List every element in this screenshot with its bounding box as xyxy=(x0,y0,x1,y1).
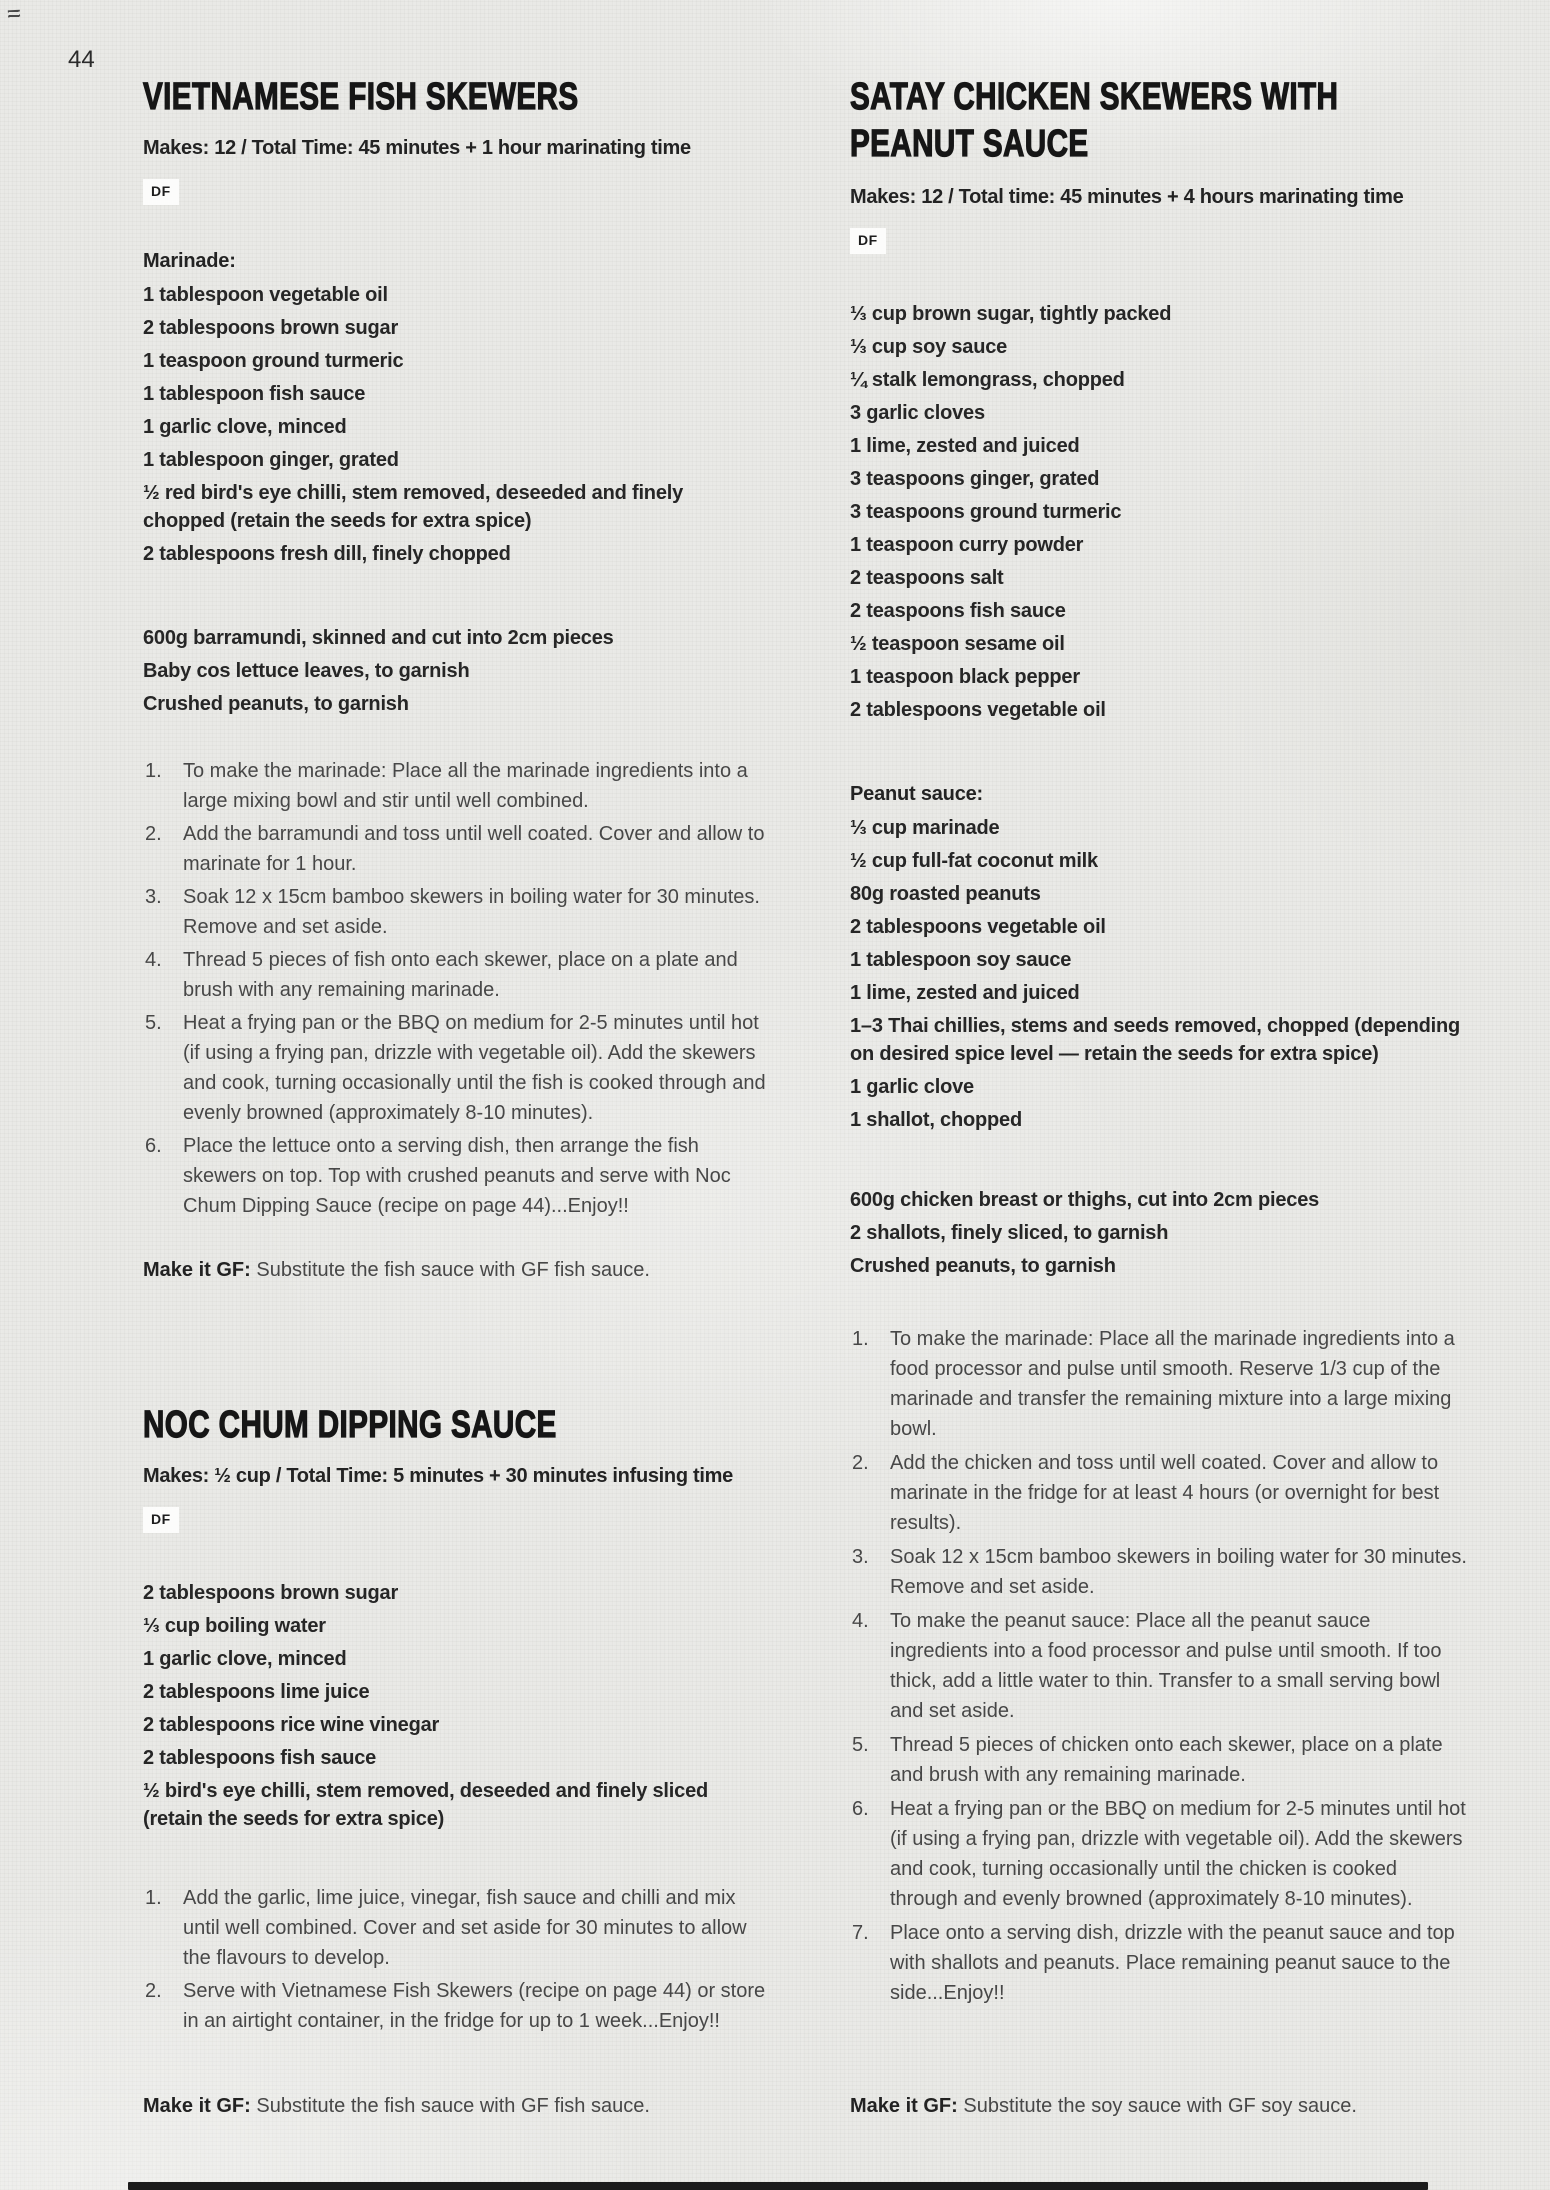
ingredient-item: 1 teaspoon black pepper xyxy=(850,666,1080,688)
ingredient-item: 1 teaspoon curry powder xyxy=(850,534,1084,556)
ingredient-item: ¼ stalk lemongrass, chopped xyxy=(850,369,1125,391)
recipe-title xyxy=(850,74,1470,168)
ingredient-item: 3 garlic cloves xyxy=(850,402,985,424)
gf-note xyxy=(143,2093,650,2120)
ingredient-item: 1 tablespoon ginger, grated xyxy=(143,449,399,471)
gf-note-text: Substitute the soy sauce with GF soy sauce. xyxy=(963,2095,1357,2117)
method-step: Soak 12 x 15cm bamboo skewers in boiling water for 30 minutes. Remove and set aside. xyxy=(183,886,760,938)
ingredient-item: 1 garlic clove, minced xyxy=(143,1648,347,1670)
recipe-meta: Makes: ½ cup / Total Time: 5 minutes + 30 minutes infusing time xyxy=(143,1465,733,1487)
recipe-vietnamese-fish-skewers xyxy=(143,74,768,1284)
recipe-title-line: VIETNAMESE FISH SKEWERS xyxy=(143,76,579,118)
method-step: Thread 5 pieces of fish onto each skewer, place on a plate and brush with any remaining marinade. xyxy=(183,949,738,1001)
ingredient-item: 1 tablespoon soy sauce xyxy=(850,949,1072,971)
recipe-title xyxy=(143,1402,768,1449)
ingredient-item: 2 tablespoons fresh dill, finely chopped xyxy=(143,543,511,565)
ingredient-list xyxy=(143,281,768,568)
ingredient-group xyxy=(143,247,768,568)
gf-note-label: Make it GF: xyxy=(143,1259,251,1281)
method-steps xyxy=(143,756,768,1221)
recipe-title-line: NOC CHUM DIPPING SAUCE xyxy=(143,1404,557,1446)
ingredient-group xyxy=(850,1186,1470,1280)
gf-note-label: Make it GF: xyxy=(143,2095,251,2117)
method-step: To make the marinade: Place all the marinade ingredients into a food processor and pulse until smooth. Reserve 1/3 cup of the marinade and transfer the remaining mixture into a large mixing bowl. xyxy=(890,1328,1455,1440)
recipe-meta: Makes: 12 / Total Time: 45 minutes + 1 hour marinating time xyxy=(143,137,691,159)
method-step: Heat a frying pan or the BBQ on medium for 2-5 minutes until hot (if using a frying pan, drizzle with vegetable oil). Add the skewers and cook, turning occasionally until the chicken is cooked through and evenly browned (approximately 8-10 minutes). xyxy=(890,1798,1466,1910)
ingredient-list xyxy=(850,1186,1470,1280)
method-step: Place onto a serving dish, drizzle with the peanut sauce and top with shallots and peanuts. Place remaining peanut sauce to the side...Enjoy!! xyxy=(890,1922,1455,2004)
corner-mark-icon xyxy=(8,10,20,20)
ingredient-item: 2 tablespoons vegetable oil xyxy=(850,699,1106,721)
ingredient-item: 1 lime, zested and juiced xyxy=(850,982,1080,1004)
recipe-title-line: PEANUT SAUCE xyxy=(850,123,1089,165)
page-number: 44 xyxy=(68,46,95,73)
ingredient-list xyxy=(850,814,1470,1134)
ingredient-item: 3 teaspoons ground turmeric xyxy=(850,501,1122,523)
ingredient-item: 2 tablespoons brown sugar xyxy=(143,1582,399,1604)
method-steps xyxy=(143,1883,768,2036)
ingredient-group-heading: Peanut sauce: xyxy=(850,783,984,805)
recipe-noc-chum-dipping-sauce xyxy=(143,1402,768,2117)
ingredient-item: Crushed peanuts, to garnish xyxy=(143,693,409,715)
ingredient-item: 1 garlic clove, minced xyxy=(143,416,347,438)
ingredient-item: ½ bird's eye chilli, stem removed, deseeded and finely sliced (retain the seeds for extra spice) xyxy=(143,1780,709,1830)
recipe-title-line: SATAY CHICKEN SKEWERS WITH xyxy=(850,76,1339,118)
ingredient-group xyxy=(850,780,1470,1134)
dietary-badge-df: DF xyxy=(143,1507,179,1533)
ingredient-item: ⅓ cup boiling water xyxy=(143,1615,326,1637)
ingredient-item: 1 teaspoon ground turmeric xyxy=(143,350,404,372)
ingredient-item: 1 shallot, chopped xyxy=(850,1109,1022,1131)
ingredient-item: 2 tablespoons lime juice xyxy=(143,1681,370,1703)
gf-note xyxy=(143,1257,768,1284)
gf-note xyxy=(850,2093,1357,2120)
ingredient-item: 1 garlic clove xyxy=(850,1076,974,1098)
ingredient-item: 2 tablespoons rice wine vinegar xyxy=(143,1714,440,1736)
ingredient-item: 600g chicken breast or thighs, cut into 2cm pieces xyxy=(850,1189,1320,1211)
ingredient-item: 1 tablespoon vegetable oil xyxy=(143,284,388,306)
ingredient-item: 3 teaspoons ginger, grated xyxy=(850,468,1100,490)
recipe-title xyxy=(143,74,768,121)
dietary-badge-df: DF xyxy=(850,228,886,254)
method-step: Add the chicken and toss until well coated. Cover and allow to marinate in the fridge for at least 4 hours (or overnight for best results). xyxy=(890,1452,1440,1534)
ingredient-list xyxy=(143,1579,768,1833)
method-step: Add the garlic, lime juice, vinegar, fish sauce and chilli and mix until well combined. Cover and set aside for 30 minutes to allow the flavours to develop. xyxy=(183,1887,747,1969)
ingredient-item: ½ teaspoon sesame oil xyxy=(850,633,1065,655)
ingredient-item: Baby cos lettuce leaves, to garnish xyxy=(143,660,470,682)
gf-note-text: Substitute the fish sauce with GF fish sauce. xyxy=(256,2095,650,2117)
gf-note-text: Substitute the fish sauce with GF fish sauce. xyxy=(256,1259,650,1281)
recipe-meta: Makes: 12 / Total time: 45 minutes + 4 hours marinating time xyxy=(850,186,1404,208)
ingredient-group xyxy=(850,300,1470,724)
method-step: Serve with Vietnamese Fish Skewers (recipe on page 44) or store in an airtight container, in the fridge for up to 1 week...Enjoy!! xyxy=(183,1980,766,2032)
method-step: Thread 5 pieces of chicken onto each skewer, place on a plate and brush with any remaining marinade. xyxy=(890,1734,1443,1786)
ingredient-group xyxy=(143,1579,768,1833)
ingredient-item: 2 tablespoons vegetable oil xyxy=(850,916,1106,938)
ingredient-group-heading: Marinade: xyxy=(143,250,236,272)
method-steps xyxy=(850,1324,1470,2008)
recipe-satay-chicken-skewers xyxy=(850,74,1470,2117)
ingredient-item: ⅓ cup brown sugar, tightly packed xyxy=(850,303,1172,325)
page-bottom-edge xyxy=(128,2182,1428,2190)
ingredient-item: 80g roasted peanuts xyxy=(850,883,1041,905)
dietary-badge-df: DF xyxy=(143,179,179,205)
method-step: To make the marinade: Place all the marinade ingredients into a large mixing bowl and stir until well combined. xyxy=(183,760,748,812)
ingredient-group xyxy=(143,624,768,718)
ingredient-item: ⅓ cup marinade xyxy=(850,817,1000,839)
method-step: Heat a frying pan or the BBQ on medium for 2-5 minutes until hot (if using a frying pan, drizzle with vegetable oil). Add the skewers and cook, turning occasionally until the fish is cooked through and evenly browned (approximately 8-10 minutes). xyxy=(183,1012,766,1124)
ingredient-item: 600g barramundi, skinned and cut into 2cm pieces xyxy=(143,627,614,649)
method-step: Soak 12 x 15cm bamboo skewers in boiling water for 30 minutes. Remove and set aside. xyxy=(890,1546,1467,1598)
ingredient-item: ½ cup full-fat coconut milk xyxy=(850,850,1098,872)
ingredient-item: 1 tablespoon fish sauce xyxy=(143,383,366,405)
method-step: Place the lettuce onto a serving dish, then arrange the fish skewers on top. Top with crushed peanuts and serve with Noc Chum Dipping Sauce (recipe on page 44)...Enjoy!! xyxy=(183,1135,731,1217)
ingredient-item: ½ red bird's eye chilli, stem removed, deseeded and finely chopped (retain the seeds for extra spice) xyxy=(143,482,684,532)
ingredient-item: Crushed peanuts, to garnish xyxy=(850,1255,1116,1277)
ingredient-item: 2 tablespoons brown sugar xyxy=(143,317,399,339)
ingredient-list xyxy=(850,300,1470,724)
ingredient-item: 1–3 Thai chillies, stems and seeds removed, chopped (depending on desired spice level — retain the seeds for extra spice) xyxy=(850,1015,1461,1065)
method-step: Add the barramundi and toss until well coated. Cover and allow to marinate for 1 hour. xyxy=(183,823,765,875)
ingredient-item: 2 tablespoons fish sauce xyxy=(143,1747,377,1769)
ingredient-item: 2 shallots, finely sliced, to garnish xyxy=(850,1222,1169,1244)
ingredient-item: 2 teaspoons salt xyxy=(850,567,1004,589)
gf-note-label: Make it GF: xyxy=(850,2095,958,2117)
ingredient-item: ⅓ cup soy sauce xyxy=(850,336,1008,358)
ingredient-item: 1 lime, zested and juiced xyxy=(850,435,1080,457)
ingredient-item: 2 teaspoons fish sauce xyxy=(850,600,1066,622)
method-step: To make the peanut sauce: Place all the peanut sauce ingredients into a food processor and pulse until smooth. If too thick, add a little water to thin. Transfer to a small serving bowl and set aside. xyxy=(890,1610,1442,1722)
ingredient-list xyxy=(143,624,768,718)
